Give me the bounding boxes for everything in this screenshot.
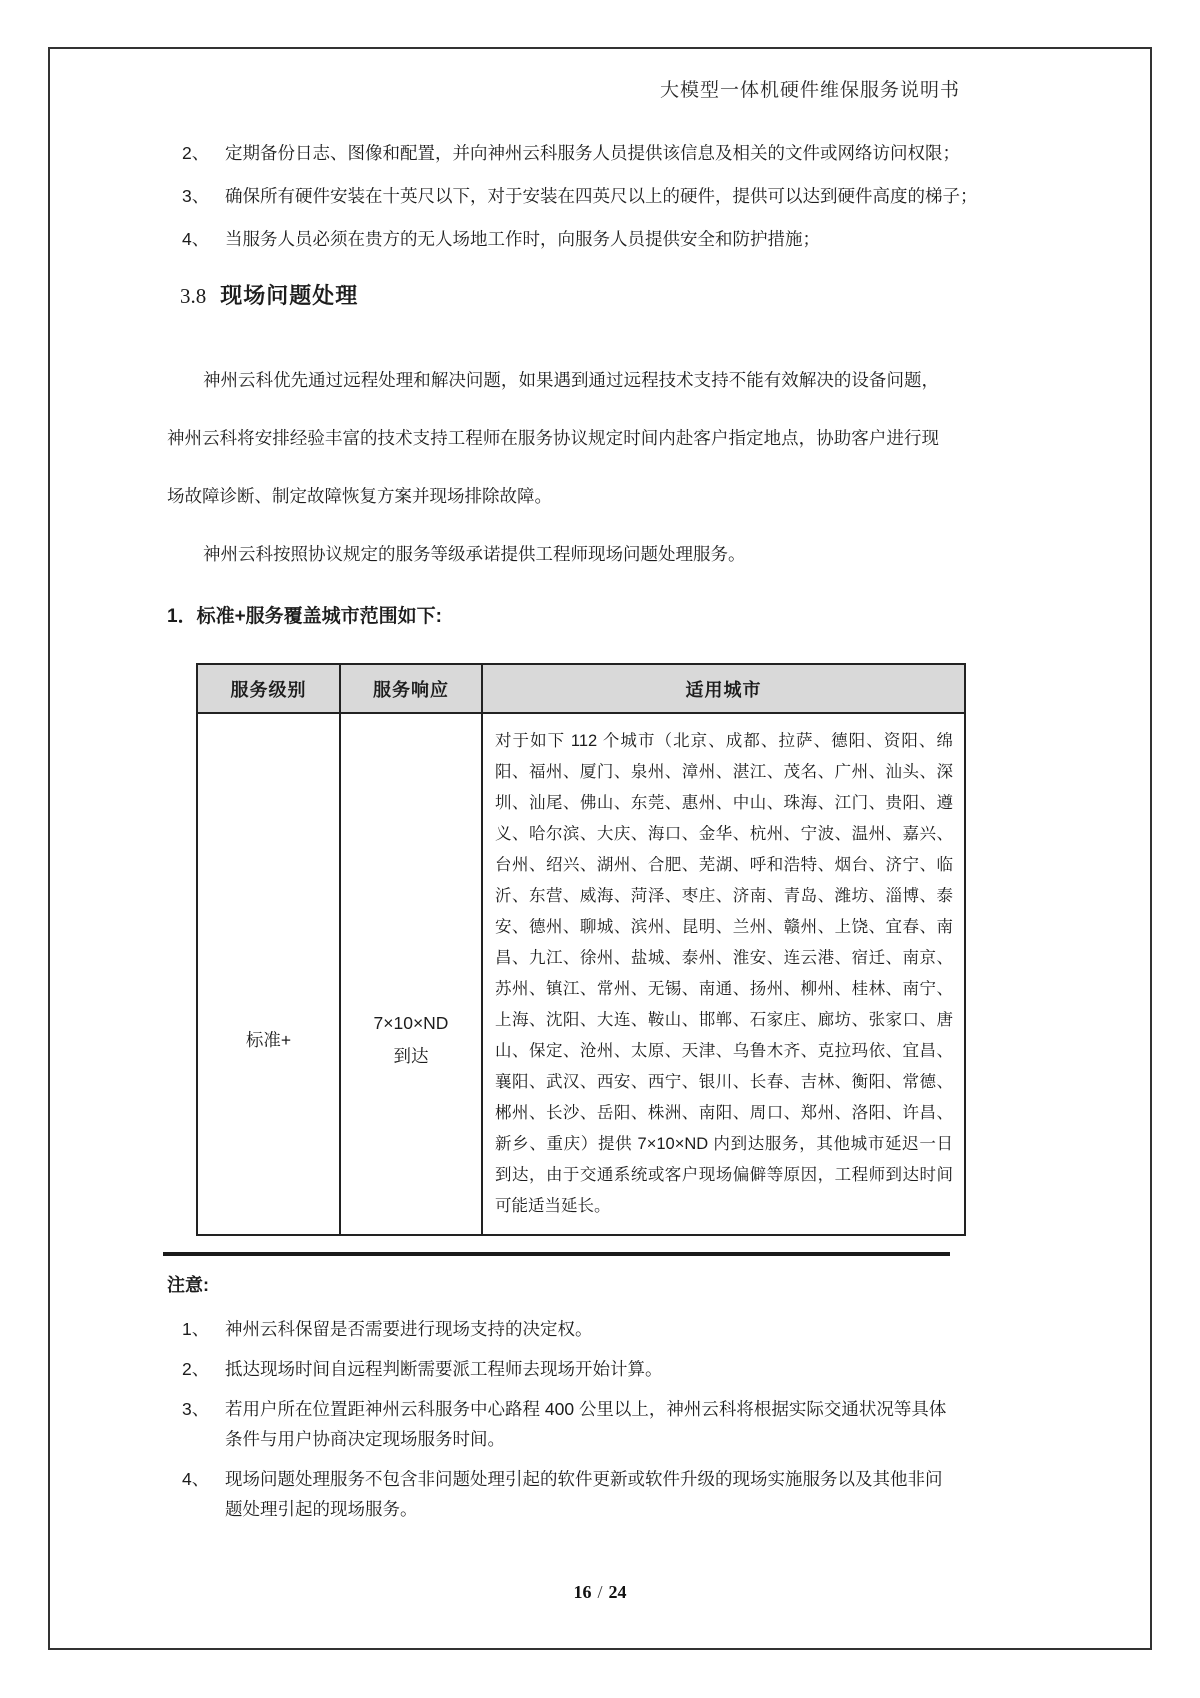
- table-caption: 1．标准+服务覆盖城市范围如下:: [167, 606, 442, 627]
- table-header-service-response: 服务响应: [340, 664, 482, 713]
- table-header-service-level: 服务级别: [197, 664, 340, 713]
- service-response-value: [374, 1007, 449, 1073]
- current-page-number: 16: [573, 1582, 592, 1602]
- body-paragraphs: [167, 351, 939, 583]
- service-coverage-table: [196, 663, 966, 1236]
- list-item-text: 确保所有硬件安装在十英尺以下，对于安装在四英尺以上的硬件，提供可以达到硬件高度的梯子；: [225, 186, 978, 206]
- note-item: [182, 1314, 1090, 1344]
- service-response-line2: 到达: [393, 1046, 429, 1066]
- note-item: [182, 1464, 1090, 1524]
- list-item-text: 定期备份日志、图像和配置，并向神州云科服务人员提供该信息及相关的文件或网络访问权限；: [225, 143, 960, 163]
- list-item-number: 4、: [182, 229, 210, 249]
- page-number: [0, 1582, 1200, 1603]
- service-level-value: 标准+: [245, 1029, 292, 1050]
- table-cell-applicable-cities: [482, 713, 965, 1235]
- notes-list: [182, 1314, 1090, 1524]
- table-header-applicable-cities: 适用城市: [482, 664, 965, 713]
- notes-label: 注意:: [167, 1275, 209, 1295]
- note-number: 3、: [182, 1399, 210, 1419]
- intro-list: [182, 132, 1090, 261]
- paragraph: 神州云科优先通过远程处理和解决问题，如果遇到通过远程技术支持不能有效解决的设备问题，神州云科将安排经验丰富的技术支持工程师在服务协议规定时间内赴客户指定地点，协助客户进行现场故障诊断、制定故障恢复方案并现场排除故障。: [167, 370, 939, 506]
- table-cell-service-response: [340, 713, 482, 1235]
- notes-section: [50, 1252, 1150, 1534]
- page-number-separator: /: [597, 1582, 603, 1602]
- note-number: 1、: [182, 1319, 210, 1339]
- table-cell-service-level: [197, 713, 340, 1235]
- section-heading: [180, 281, 1150, 311]
- cities-list-text: 对于如下 112 个城市（北京、成都、拉萨、德阳、资阳、绵阳、福州、厦门、泉州、漳州、湛江、茂名、广州、汕头、深圳、汕尾、佛山、东莞、惠州、中山、珠海、江门、贵阳、遵义、哈尔滨、大庆、海口、金华、杭州、宁波、温州、嘉兴、台州、绍兴、湖州、合肥、芜湖、呼和浩特、烟台、济宁、临沂、东营、威海、菏泽、枣庄、济南、青岛、潍坊、淄博、泰安、德州、聊城、滨州、昆明、兰州、赣州、上饶、宜春、南昌、九江、徐州、盐城、泰州、淮安、连云港、宿迁、南京、苏州、镇江、常州、无锡、南通、扬州、柳州、桂林、南宁、上海、沈阳、大连、鞍山、邯郸、石家庄、廊坊、张家口、唐山、保定、沧州、太原、天津、乌鲁木齐、克拉玛依、宜昌、襄阳、武汉、西安、西宁、银川、长春、吉林、衡阳、常德、郴州、长沙、岳阳、株洲、南阳、周口、郑州、洛阳、许昌、新乡、重庆）提供 7×10×ND 内到达服务，其他城市延迟一日到达，由于交通系统或客户现场偏僻等原因，工程师到达时间可能适当延长。: [495, 732, 953, 1215]
- note-item: [182, 1354, 1090, 1384]
- note-text: 抵达现场时间自远程判断需要派工程师去现场开始计算。: [225, 1359, 663, 1379]
- table-header-row: [197, 664, 965, 713]
- note-text: 若用户所在位置距神州云科服务中心路程 400 公里以上，神州云科将根据实际交通状况等具体条件与用户协商决定现场服务时间。: [225, 1399, 947, 1449]
- page-border: [48, 47, 1152, 1650]
- note-number: 4、: [182, 1469, 210, 1489]
- doc-title-header: 大模型一体机硬件维保服务说明书: [659, 80, 960, 101]
- table-row: [197, 713, 965, 1235]
- divider-rule: [163, 1252, 950, 1256]
- list-item-number: 2、: [182, 143, 210, 163]
- list-item: [182, 175, 1090, 218]
- note-text: 神州云科保留是否需要进行现场支持的决定权。: [225, 1319, 593, 1339]
- list-item-number: 3、: [182, 186, 210, 206]
- service-response-line1: 7×10×ND: [373, 1013, 449, 1033]
- note-text: 现场问题处理服务不包含非问题处理引起的软件更新或软件升级的现场实施服务以及其他非问题处理引起的现场服务。: [225, 1469, 943, 1519]
- list-item: [182, 132, 1090, 175]
- section-number: 3.8: [180, 284, 207, 308]
- list-item-text: 当服务人员必须在贵方的无人场地工作时，向服务人员提供安全和防护措施；: [225, 229, 820, 249]
- paragraph: 神州云科按照协议规定的服务等级承诺提供工程师现场问题处理服务。: [203, 544, 746, 564]
- note-number: 2、: [182, 1359, 210, 1379]
- total-page-count: 24: [608, 1582, 627, 1602]
- list-item: [182, 218, 1090, 261]
- note-item: [182, 1394, 1090, 1454]
- section-title: 现场问题处理: [220, 283, 359, 308]
